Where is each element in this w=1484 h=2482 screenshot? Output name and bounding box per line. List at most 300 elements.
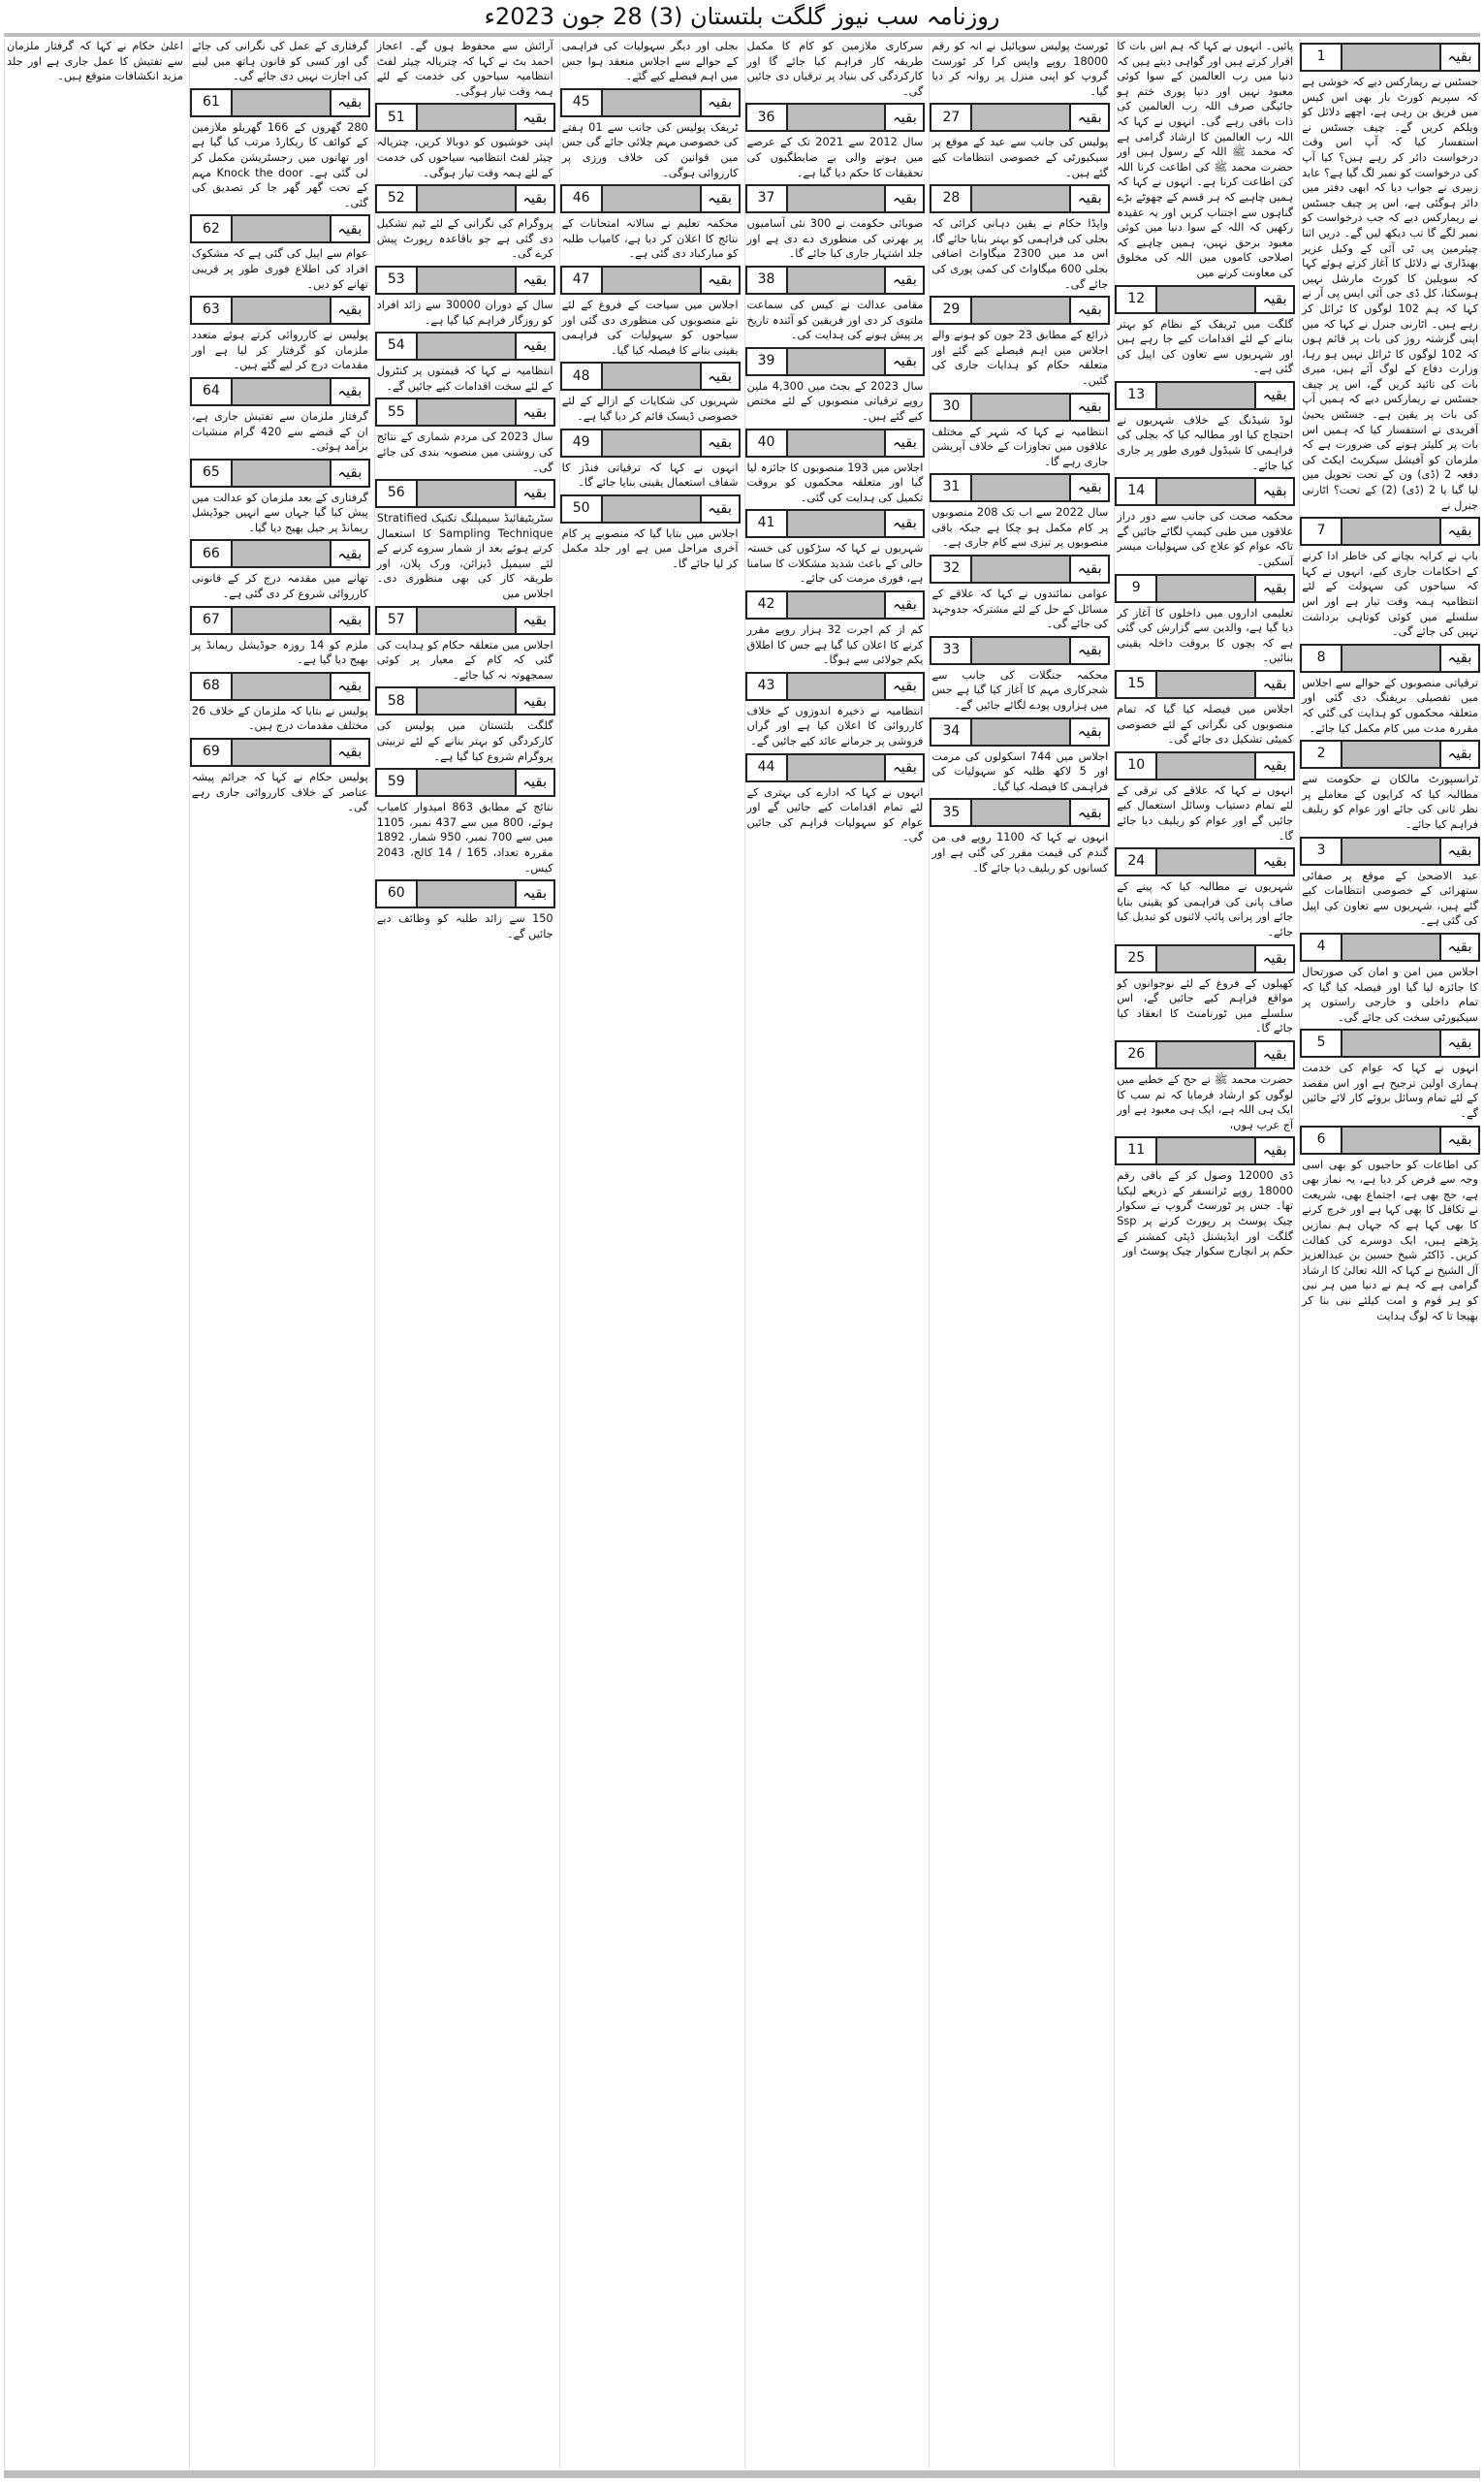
column xyxy=(929,39,1110,2468)
continuation-label: بقیہ xyxy=(330,674,368,699)
article-text: پولیس حکام نے کہا کہ جرائم پیشہ عناصر کے خلاف کارروائی جاری رہے گی۔ xyxy=(191,771,368,814)
continuation-box xyxy=(1300,740,1480,769)
continuation-number: 35 xyxy=(931,800,972,825)
continuation-box xyxy=(190,539,370,568)
continuation-label: بقیہ xyxy=(700,496,739,522)
continuation-label: بقیہ xyxy=(1254,672,1293,697)
column xyxy=(1114,39,1295,2468)
box-bar xyxy=(972,186,1069,211)
continuation-label: بقیہ xyxy=(1069,298,1108,323)
article-text: پروگرام کی نگرانی کے لئے ٹیم تشکیل دی گئی ہے جو باقاعدہ رپورٹ پیش کرے گی۔ xyxy=(376,217,553,261)
continuation-label: بقیہ xyxy=(330,379,368,404)
article-text: اجلاس میں امن و امان کی صورتحال کا جائزہ لیا گیا اور فیصلہ کیا گیا کہ تمام داخلی و خارجی راستوں پر سیکیورٹی سخت کی جائے گی۔ xyxy=(1302,965,1478,1024)
continuation-number: 6 xyxy=(1302,1128,1342,1153)
continuation-label: بقیہ xyxy=(1439,646,1478,671)
continuation-number: 3 xyxy=(1302,839,1342,864)
box-bar xyxy=(972,557,1069,582)
article-text: 150 سے زائد طلبہ کو وظائف دیے جائیں گے۔ xyxy=(376,912,553,940)
box-bar xyxy=(1342,742,1439,767)
continuation-label: بقیہ xyxy=(1254,479,1293,504)
continuation-box xyxy=(1300,644,1480,673)
article-text: پولیس نے بتایا کہ ملزمان کے خلاف 26 مختلف مقدمات درج ہیں۔ xyxy=(191,704,368,733)
article-text: انہوں نے کہا کہ عوام کی خدمت ہماری اولین ترجیح ہے اور اس مقصد کے لئے تمام وسائل بروئے کار لائے جائیں گے۔ xyxy=(1302,1062,1478,1121)
continuation-label: بقیہ xyxy=(700,90,739,115)
continuation-box xyxy=(930,103,1110,132)
column xyxy=(4,39,185,2468)
continuation-number: 25 xyxy=(1117,946,1157,971)
continuation-number: 56 xyxy=(377,481,418,506)
article-text: عوامی نمائندوں نے کہا کہ علاقے کے مسائل کے حل کے لئے مشترکہ جدوجہد کی جائے گی۔ xyxy=(931,588,1109,631)
continuation-box xyxy=(930,717,1110,747)
article-text: گلگت میں ٹریفک کے نظام کو بہتر بنانے کے لئے اقدامات کیے جا رہے ہیں اور شہریوں سے تعاون کی اپیل کی گئی ہے۔ xyxy=(1117,317,1294,376)
continuation-number: 14 xyxy=(1117,479,1157,504)
continuation-box xyxy=(375,332,555,361)
box-bar xyxy=(603,430,700,456)
box-bar xyxy=(603,90,700,115)
box-bar xyxy=(233,90,330,115)
article-text: انہوں نے کہا کہ علاقے کی ترقی کے لئے تمام دستیاب وسائل استعمال کیے جائیں گے اور عوام کو ریلیف دیا جائے گا۔ xyxy=(1117,783,1294,843)
box-bar xyxy=(233,541,330,566)
continuation-label: بقیہ xyxy=(1254,946,1293,971)
continuation-box xyxy=(375,184,555,213)
box-bar xyxy=(1157,479,1254,504)
article-text: کھیلوں کے فروغ کے لئے نوجوانوں کو مواقع فراہم کیے جائیں گے، اس سلسلے میں ٹورنامنٹ کا انعقاد کیا جائے گا۔ xyxy=(1117,976,1294,1035)
continuation-number: 24 xyxy=(1117,849,1157,875)
box-bar xyxy=(418,688,515,714)
continuation-number: 67 xyxy=(192,608,233,633)
box-bar xyxy=(972,800,1069,825)
continuation-label: بقیہ xyxy=(1439,935,1478,960)
box-bar xyxy=(1157,672,1254,697)
continuation-number: 63 xyxy=(192,298,233,323)
continuation-label: بقیہ xyxy=(1069,105,1108,130)
box-bar xyxy=(1157,1042,1254,1067)
box-bar xyxy=(603,496,700,522)
continuation-box xyxy=(1115,670,1295,699)
article-text: اجلاس میں 193 منصوبوں کا جائزہ لیا گیا اور متعلقہ محکموں کو بروقت تکمیل کی ہدایت کی گئی۔ xyxy=(746,461,924,504)
box-bar xyxy=(1342,1031,1439,1056)
article-text: جسٹس نے ریمارکس دیے کہ خوشی ہے کہ سپریم کورٹ بار بھی اس کیس میں فریق بن رہی ہے، اچھے دلائل کو ویلکم کریں گے۔ چیف جسٹس نے استفسار کیا کہ آپ اس وقت درخواست دائر کر رہے ہیں؟ کیا آپ کی درخواست کو نمبر لگ گیا ہے؟ عابد زبیری نے جواب دیا کہ ابھی دفتر میں دائر ہوگئی ہے، اس پر چیف جسٹس نے ریمارکس دیے کہ جب درخواست کو نمبر لگے گا تب دیکھ لیں گے۔ دریں اثنا چیئرمین پی ٹی آئی کے وکیل عزیر بھنڈاری نے دلائل کا آغاز کرتے ہوئے کہا کہ سویلین کا کورٹ مارشل نہیں ہوسکتا، کل ڈی جی آئی ایس پی آر نے کہا کہ ہم 102 لوگوں کا ٹرائل کر رہے ہیں۔ اٹارنی جنرل نے کہا کہ میں اپنی گزشتہ روز کی بات پر قائم ہوں کہ 102 لوگوں کا ٹرائل نہیں ہو رہا، وزارت دفاع کے لوگ آئے ہیں، میری بات کی تائید کریں گے، اس پر چیف جسٹس نے ریمارکس دیے کہ ہمیں آپ کی بات پر یقین ہے۔ جسٹس یحییٰ آفریدی نے استفسار کیا کہ ہمیں اس بات پر کلیئر ہونے کی ضرورت ہے کہ ملزمان کو آفیشل سیکریٹ ایکٹ کی دفعہ 2 (ڈی) ون کے تحت تحویل میں لیا گیا یا 2 (ڈی) (2) کے تحت؟ اٹارنی جنرل نے xyxy=(1302,76,1478,512)
article-text: پولیس کی جانب سے عید کے موقع پر سیکیورٹی کے خصوصی انتظامات کیے گئے ہیں۔ xyxy=(931,136,1109,179)
continuation-box xyxy=(1300,517,1480,546)
box-bar xyxy=(418,608,515,633)
article-text: سال 2022 سے اب تک 208 منصوبوں پر کام مکمل ہو چکا ہے جبکہ باقی منصوبوں پر تیزی سے کام جاری ہے۔ xyxy=(931,506,1109,550)
article-text: تعلیمی اداروں میں داخلوں کا آغاز کر دیا گیا ہے، والدین سے گزارش کی گئی ہے کہ بچوں کا بروقت داخلہ یقینی بنائیں۔ xyxy=(1117,606,1294,665)
box-bar xyxy=(788,268,885,293)
continuation-number: 36 xyxy=(747,105,788,130)
continuation-label: بقیہ xyxy=(330,740,368,765)
continuation-box xyxy=(190,214,370,243)
box-bar xyxy=(1157,1138,1254,1163)
box-bar xyxy=(603,364,700,389)
continuation-box xyxy=(190,296,370,325)
continuation-box xyxy=(745,184,926,213)
column xyxy=(559,39,741,2468)
box-bar xyxy=(788,349,885,374)
continuation-number: 8 xyxy=(1302,646,1342,671)
continuation-box xyxy=(1115,1040,1295,1069)
continuation-box xyxy=(1300,933,1480,962)
box-bar xyxy=(233,379,330,404)
article-text: سال 2023 کی مردم شماری کے نتائج کی روشنی میں منصوبہ بندی کی جائے گی۔ xyxy=(376,430,553,474)
box-bar xyxy=(1342,646,1439,671)
continuation-number: 30 xyxy=(931,395,972,420)
box-bar xyxy=(788,755,885,780)
article-text: پولیس نے کارروائی کرتے ہوئے متعدد ملزمان کو گرفتار کر لیا ہے اور مقدمات درج کر لیے گئے ہیں۔ xyxy=(191,329,368,372)
continuation-number: 44 xyxy=(747,755,788,780)
continuation-label: بقیہ xyxy=(1069,719,1108,745)
continuation-label: بقیہ xyxy=(1254,753,1293,779)
box-bar xyxy=(1157,383,1254,408)
box-bar xyxy=(1157,946,1254,971)
box-bar xyxy=(418,481,515,506)
continuation-box xyxy=(560,88,741,117)
continuation-box xyxy=(930,184,1110,213)
article-text: محکمہ جنگلات کی جانب سے شجرکاری مہم کا آغاز کیا گیا ہے جس میں ہزاروں پودے لگائے جائیں گے۔ xyxy=(931,668,1109,713)
continuation-number: 59 xyxy=(377,770,418,795)
article-text: حضرت محمد ﷺ نے حج کے خطبے میں لوگوں کو ارشاد فرمایا کہ تم سب کا ایک ہی اللہ ہے، ایک ہی معبود ہے اور آج عرب ہوں، xyxy=(1117,1072,1294,1131)
continuation-box xyxy=(745,266,926,295)
continuation-label: بقیہ xyxy=(1254,383,1293,408)
box-bar xyxy=(233,216,330,241)
continuation-box xyxy=(190,377,370,406)
article-text: مقامی عدالت نے کیس کی سماعت ملتوی کر دی اور فریقین کو آئندہ تاریخ پر پیش ہونے کی ہدایت کی۔ xyxy=(746,298,924,342)
article-text: لوڈ شیڈنگ کے خلاف شہریوں نے احتجاج کیا اور مطالبہ کیا کہ بجلی کی فراہمی کا شیڈول فوری طور پر جاری کیا جائے۔ xyxy=(1117,413,1294,472)
article-text: گلگت بلتستان میں پولیس کی کارکردگی کو بہتر بنانے کے لئے تربیتی پروگرام شروع کیا گیا ہے۔ xyxy=(376,719,553,763)
continuation-label: بقیہ xyxy=(1439,839,1478,864)
continuation-number: 34 xyxy=(931,719,972,745)
continuation-box xyxy=(1115,847,1295,876)
continuation-label: بقیہ xyxy=(330,541,368,566)
continuation-box xyxy=(375,103,555,132)
continuation-box xyxy=(1115,381,1295,410)
continuation-label: بقیہ xyxy=(1069,557,1108,582)
continuation-box xyxy=(375,768,555,797)
continuation-number: 31 xyxy=(931,475,972,500)
box-bar xyxy=(972,298,1069,323)
article-text: صوبائی حکومت نے 300 نئی آسامیوں پر بھرتی کی منظوری دے دی ہے اور جلد اشتہار جاری کیا جائے گا۔ xyxy=(746,217,924,261)
continuation-label: بقیہ xyxy=(884,268,923,293)
continuation-number: 62 xyxy=(192,216,233,241)
continuation-label: بقیہ xyxy=(515,186,553,211)
continuation-box xyxy=(1115,751,1295,780)
box-bar xyxy=(418,770,515,795)
continuation-label: بقیہ xyxy=(330,461,368,486)
column xyxy=(1299,39,1480,2468)
continuation-box xyxy=(375,879,555,908)
box-bar xyxy=(788,511,885,536)
continuation-label: بقیہ xyxy=(1069,638,1108,663)
article-text: اپنی خوشیوں کو دوبالا کریں، چتریالہ چیئر لفٹ انتظامیہ سیاحوں کی خدمت کے لئے ہمہ وقت تیار ہوگی۔ xyxy=(376,136,553,179)
article-text: انتظامیہ نے کہا کہ شہر کے مختلف علاقوں میں تجاوزات کے خلاف آپریشن جاری رہے گا۔ xyxy=(931,425,1109,468)
continuation-label: بقیہ xyxy=(884,105,923,130)
box-bar xyxy=(788,186,885,211)
box-bar xyxy=(1157,753,1254,779)
box-bar xyxy=(1342,839,1439,864)
continuation-label: بقیہ xyxy=(1069,186,1108,211)
continuation-number: 61 xyxy=(192,90,233,115)
continuation-number: 60 xyxy=(377,881,418,907)
article-text: اعلیٰ حکام نے کہا کہ گرفتار ملزمان سے تفتیش کا عمل جاری ہے اور جلد مزید انکشافات متوقع ہیں۔ xyxy=(7,40,183,83)
continuation-box xyxy=(745,590,926,620)
continuation-box xyxy=(190,738,370,767)
continuation-number: 42 xyxy=(747,592,788,618)
article-text: تھانے میں مقدمہ درج کر کے قانونی کارروائی شروع کر دی گئی ہے۔ xyxy=(191,572,368,601)
box-bar xyxy=(1342,935,1439,960)
continuation-box xyxy=(1115,1136,1295,1165)
article-text: اجلاس میں 744 اسکولوں کی مرمت اور 5 لاکھ طلبہ کو سہولیات کی فراہمی کا فیصلہ کیا گیا۔ xyxy=(931,749,1109,793)
box-bar xyxy=(788,105,885,130)
continuation-number: 37 xyxy=(747,186,788,211)
continuation-number: 50 xyxy=(562,496,603,522)
box-bar xyxy=(972,105,1069,130)
continuation-number: 26 xyxy=(1117,1042,1157,1067)
continuation-number: 69 xyxy=(192,740,233,765)
box-bar xyxy=(233,740,330,765)
continuation-number: 51 xyxy=(377,105,418,130)
continuation-label: بقیہ xyxy=(1254,1042,1293,1067)
continuation-box xyxy=(190,459,370,488)
continuation-label: بقیہ xyxy=(1254,576,1293,601)
continuation-box xyxy=(930,296,1110,325)
article-text: سال کے دوران 30000 سے زائد افراد کو روزگار فراہم کیا گیا ہے۔ xyxy=(376,298,553,327)
article-text: شہریوں نے مطالبہ کیا کہ پینے کے صاف پانی کی فراہمی کو یقینی بنایا جائے اور پرانی پائپ لائنوں کو تبدیل کیا جائے۔ xyxy=(1117,880,1294,939)
article-text: پائیں۔ انہوں نے کہا کہ ہم اس بات کا اقرار کرتے ہیں اور گواہی دیتے ہیں کہ دنیا میں رب العالمین کے سوا کوئی معبود نہیں اور دنیا پوری ختم ہو جائیگی صرف اللہ رب العالمین کی ذات باقی رہے گی۔ انہوں نے کہا کہ اللہ رب العالمین کا ارشاد گرامی ہے کہ محمد ﷺ اللہ کے رسول ہیں اور حضرت محمد ﷺ کی اطاعت کرنا اللہ کی اطاعت کرنا ہے۔ انہوں نے کہا کہ ہمیں چاہیے کہ ہر قسم کے چھوٹے بڑے گناہوں سے اجتناب کریں اور یہ عقیدہ رکھیں کہ اللہ کے سوا دنیا میں کوئی معبود برحق نہیں، ہمیں چاہیے کہ اصلاحی کاموں میں اللہ کی مخلوق کی معاونت کرنے میں xyxy=(1117,40,1294,279)
masthead-rule xyxy=(4,33,1480,37)
continuation-number: 46 xyxy=(562,186,603,211)
continuation-number: 13 xyxy=(1117,383,1157,408)
box-bar xyxy=(788,592,885,618)
continuation-number: 53 xyxy=(377,268,418,293)
continuation-label: بقیہ xyxy=(884,186,923,211)
continuation-box xyxy=(560,184,741,213)
continuation-label: بقیہ xyxy=(884,511,923,536)
article-text: شہریوں کی شکایات کے ازالے کے لئے خصوصی ڈیسک قائم کر دیا گیا ہے۔ xyxy=(561,395,739,423)
box-bar xyxy=(1157,287,1254,312)
continuation-box xyxy=(375,266,555,295)
continuation-box xyxy=(375,398,555,427)
continuation-number: 47 xyxy=(562,268,603,293)
footer-rule xyxy=(4,2470,1480,2478)
continuation-number: 39 xyxy=(747,349,788,374)
article-text: محکمہ صحت کی جانب سے دور دراز علاقوں میں طبی کیمپ لگائے جائیں گے تاکہ عوام کو علاج کی سہولیات میسر آسکیں۔ xyxy=(1117,510,1294,569)
article-text: ملزم کو 14 روزہ جوڈیشل ریمانڈ پر بھیج دیا گیا ہے۔ xyxy=(191,638,368,667)
continuation-label: بقیہ xyxy=(1069,800,1108,825)
continuation-label: بقیہ xyxy=(515,881,553,907)
article-text: سرکاری ملازمین کو کام کا مکمل طریقہ کار فراہم کیا جائے گا اور کارکردگی کی بنیاد پر ترقیاں دی جائیں گی۔ xyxy=(746,40,924,98)
box-bar xyxy=(1342,45,1439,70)
continuation-number: 54 xyxy=(377,334,418,359)
box-bar xyxy=(603,186,700,211)
article-text: گرفتاری کے بعد ملزمان کو عدالت میں پیش کیا گیا جہاں سے انہیں جوڈیشل ریمانڈ پر جیل بھیج دیا گیا۔ xyxy=(191,491,368,534)
continuation-box xyxy=(1115,285,1295,314)
continuation-label: بقیہ xyxy=(1069,475,1108,500)
article-text: محکمہ تعلیم نے سالانہ امتحانات کے نتائج کا اعلان کر دیا ہے، کامیاب طلبہ کو مبارکباد دی گئی ہے۔ xyxy=(561,217,739,261)
continuation-number: 66 xyxy=(192,541,233,566)
continuation-number: 40 xyxy=(747,430,788,456)
continuation-label: بقیہ xyxy=(1254,1138,1293,1163)
continuation-number: 2 xyxy=(1302,742,1342,767)
continuation-number: 52 xyxy=(377,186,418,211)
continuation-number: 9 xyxy=(1117,576,1157,601)
continuation-label: بقیہ xyxy=(884,430,923,456)
continuation-number: 11 xyxy=(1117,1138,1157,1163)
article-text: سٹریٹیفائیڈ سیمپلنگ تکنیک Stratified Sampling Technique کا استعمال کرتے ہوئے بعد از شمار سروے کرنے کے لئے سیمپل ڈیزائن، ورک پلان، اور طریقہ کار کی بھی منظوری دی۔ اجلاس میں xyxy=(376,512,553,601)
continuation-box xyxy=(190,88,370,117)
box-bar xyxy=(603,268,700,293)
article-text: عوام سے اپیل کی گئی ہے کہ مشکوک افراد کی اطلاع فوری طور پر قریبی تھانے کو دیں۔ xyxy=(191,247,368,291)
box-bar xyxy=(418,881,515,907)
box-bar xyxy=(1342,1128,1439,1153)
column xyxy=(189,39,370,2468)
continuation-number: 43 xyxy=(747,674,788,699)
continuation-label: بقیہ xyxy=(884,674,923,699)
continuation-number: 41 xyxy=(747,511,788,536)
continuation-box xyxy=(745,429,926,458)
continuation-label: بقیہ xyxy=(515,688,553,714)
continuation-number: 1 xyxy=(1302,45,1342,70)
continuation-number: 7 xyxy=(1302,519,1342,544)
continuation-box xyxy=(190,606,370,635)
article-text: باپ نے کرایہ بچانے کی خاطر ادا کرنے کے احکامات جاری کیے، انہوں نے کہا کہ سیاحوں کی سہولت کے لئے انتظامیہ ہمہ وقت تیار ہے اور اس سلسلے میں کوئی کوتاہی برداشت نہیں کی جائے گی۔ xyxy=(1302,550,1478,639)
continuation-label: بقیہ xyxy=(1439,1128,1478,1153)
article-text: انہوں نے کہا کہ 1100 روپے فی من گندم کی قیمت مقرر کی گئی ہے اور کسانوں کو ریلیف دیا جائے گا۔ xyxy=(931,831,1109,875)
continuation-label: بقیہ xyxy=(700,268,739,293)
box-bar xyxy=(233,608,330,633)
continuation-number: 4 xyxy=(1302,935,1342,960)
article-text: اجلاس میں بتایا گیا کہ منصوبے پر کام آخری مراحل میں ہے اور جلد مکمل کر لیا جائے گا۔ xyxy=(561,526,739,570)
continuation-label: بقیہ xyxy=(1254,287,1293,312)
continuation-label: بقیہ xyxy=(884,349,923,374)
continuation-box xyxy=(1300,1029,1480,1058)
continuation-number: 65 xyxy=(192,461,233,486)
continuation-number: 29 xyxy=(931,298,972,323)
continuation-label: بقیہ xyxy=(515,608,553,633)
continuation-label: بقیہ xyxy=(700,186,739,211)
continuation-number: 57 xyxy=(377,608,418,633)
continuation-label: بقیہ xyxy=(1254,849,1293,875)
box-bar xyxy=(788,674,885,699)
continuation-number: 32 xyxy=(931,557,972,582)
continuation-box xyxy=(745,672,926,701)
continuation-box xyxy=(1115,477,1295,506)
continuation-box xyxy=(930,636,1110,665)
article-text: انہوں نے کہا کہ ترقیاتی فنڈز کا شفاف استعمال یقینی بنایا جائے گا۔ xyxy=(561,461,739,490)
article-text: ذرائع کے مطابق 23 جون کو ہونے والے اجلاس میں اہم فیصلے کیے گئے اور متعلقہ حکام کو ہدایات جاری کی گئیں۔ xyxy=(931,329,1109,387)
continuation-box xyxy=(1300,837,1480,866)
continuation-label: بقیہ xyxy=(884,755,923,780)
continuation-box xyxy=(190,672,370,701)
continuation-number: 49 xyxy=(562,430,603,456)
continuation-box xyxy=(375,686,555,716)
box-bar xyxy=(418,105,515,130)
continuation-box xyxy=(560,494,741,524)
box-bar xyxy=(972,395,1069,420)
article-text: آرائش سے محفوظ ہوں گے۔ اعجاز احمد بٹ نے کہا کہ چتریالہ چیئر لفٹ انتظامیہ سیاحوں کی خدمت کے لئے ہمہ وقت تیار ہوگی۔ xyxy=(376,40,553,98)
continuation-box xyxy=(560,429,741,458)
continuation-number: 28 xyxy=(931,186,972,211)
article-text: اجلاس میں متعلقہ حکام کو ہدایت کی گئی کہ کام کے معیار پر کوئی سمجھوتہ نہ کیا جائے۔ xyxy=(376,638,553,682)
continuation-label: بقیہ xyxy=(700,430,739,456)
continuation-number: 12 xyxy=(1117,287,1157,312)
continuation-label: بقیہ xyxy=(330,216,368,241)
box-bar xyxy=(233,298,330,323)
continuation-label: بقیہ xyxy=(1439,519,1478,544)
continuation-label: بقیہ xyxy=(330,608,368,633)
continuation-label: بقیہ xyxy=(330,90,368,115)
continuation-number: 33 xyxy=(931,638,972,663)
box-bar xyxy=(1157,849,1254,875)
continuation-box xyxy=(1300,43,1480,72)
continuation-label: بقیہ xyxy=(700,364,739,389)
box-bar xyxy=(1342,519,1439,544)
box-bar xyxy=(233,461,330,486)
box-bar xyxy=(1157,576,1254,601)
newspaper-columns xyxy=(4,39,1480,2468)
continuation-number: 64 xyxy=(192,379,233,404)
continuation-number: 48 xyxy=(562,364,603,389)
continuation-label: بقیہ xyxy=(1439,45,1478,70)
continuation-label: بقیہ xyxy=(515,105,553,130)
column xyxy=(744,39,926,2468)
box-bar xyxy=(418,268,515,293)
continuation-label: بقیہ xyxy=(1069,395,1108,420)
article-text: کم از کم اجرت 32 ہزار روپے مقرر کرنے کا اعلان کیا گیا ہے جس کا اطلاق یکم جولائی سے ہوگا۔ xyxy=(746,623,924,667)
continuation-box xyxy=(930,393,1110,422)
article-text: سال 2012 سے 2021 تک کے عرصے میں ہونے والی بے ضابطگیوں کی تحقیقات کا حکم دیا گیا ہے۔ xyxy=(746,136,924,179)
article-text: اجلاس میں فیصلہ کیا گیا کہ تمام منصوبوں کی نگرانی کے لئے خصوصی کمیٹی تشکیل دی جائے گی۔ xyxy=(1117,703,1294,747)
article-text: ڈی 12000 وصول کر کے باقی رقم 18000 روپے ٹرانسفر کے ذریعے لیکیا تھا۔ جس پر ٹورسٹ گروپ نے سکوار چیک پوسٹ پر رپورٹ کرنے پر Ssp گلگت اور ایڈیشنل ڈپٹی کمشنر کے حکم پر انچارج سکوار چیک پوسٹ اور xyxy=(1117,1169,1294,1258)
box-bar xyxy=(418,186,515,211)
box-bar xyxy=(972,719,1069,745)
continuation-label: بقیہ xyxy=(515,399,553,425)
continuation-box xyxy=(1115,944,1295,973)
article-text: بجلی اور دیگر سہولیات کی فراہمی کے حوالے سے اجلاس منعقد ہوا جس میں اہم فیصلے کیے گئے۔ xyxy=(561,40,739,83)
continuation-box xyxy=(745,509,926,538)
continuation-number: 45 xyxy=(562,90,603,115)
article-text: ٹریفک پولیس کی جانب سے 01 ہفتے کی خصوصی مہم چلائی جائے گی جس میں قوانین کی خلاف ورزی پر کارروائی ہوگی۔ xyxy=(561,120,739,179)
continuation-number: 27 xyxy=(931,105,972,130)
continuation-label: بقیہ xyxy=(515,481,553,506)
continuation-label: بقیہ xyxy=(515,770,553,795)
article-text: ترقیاتی منصوبوں کے حوالے سے اجلاس میں تفصیلی بریفنگ دی گئی اور متعلقہ محکموں کو ہدایت کی گئی کہ مقررہ مدت میں کام مکمل کیا جائے۔ xyxy=(1302,676,1478,735)
box-bar xyxy=(233,674,330,699)
continuation-label: بقیہ xyxy=(884,592,923,618)
continuation-number: 5 xyxy=(1302,1031,1342,1056)
article-text: انہوں نے کہا کہ ادارے کی بہتری کے لئے تمام اقدامات کیے جائیں گے اور عوام کو سہولیات فراہم کی جائیں گی۔ xyxy=(746,785,924,844)
article-text: 280 گھروں کے 166 گھریلو ملازمین کے کوائف کا ریکارڈ مرتب کیا گیا ہے اور تھانوں میں رجسٹریشن مکمل کر لی گئی ہے۔ Knock the door مہم کے تحت گھر گھر جا کر تصدیق کی گئی۔ xyxy=(191,120,368,209)
continuation-number: 68 xyxy=(192,674,233,699)
continuation-number: 55 xyxy=(377,399,418,425)
continuation-number: 15 xyxy=(1117,672,1157,697)
continuation-box xyxy=(1115,574,1295,603)
continuation-box xyxy=(745,347,926,376)
box-bar xyxy=(972,638,1069,663)
continuation-label: بقیہ xyxy=(1439,1031,1478,1056)
continuation-box xyxy=(375,479,555,508)
box-bar xyxy=(418,334,515,359)
continuation-label: بقیہ xyxy=(515,268,553,293)
article-text: شہریوں نے کہا کہ سڑکوں کی خستہ حالی کے باعث شدید مشکلات کا سامنا ہے، فوری مرمت کی جائے۔ xyxy=(746,542,924,586)
continuation-box xyxy=(930,555,1110,584)
article-text: ٹورسٹ پولیس سوپائیل نے انہ کو رقم 18000 روپے واپس کرا کر ٹورسٹ گروپ کو اپنی منزل پر روانہ کر دیا گیا۔ xyxy=(931,40,1109,98)
article-text: انتظامیہ نے ذخیرہ اندوزوں کے خلاف کارروائی کا اعلان کیا ہے اور گراں فروشی پر جرمانے عائد کیے جائیں گے۔ xyxy=(746,704,924,748)
article-text: نتائج کے مطابق 863 امیدوار کامیاب ہوئے، 800 میں سے 437 نمبر، 1105 میں سے 700 نمبر، 950 شمار، 1892 مقررہ تعداد، 165 / 14 کالج، 2043 کیس۔ xyxy=(376,801,553,875)
continuation-box xyxy=(930,473,1110,502)
article-text: عید الاضحیٰ کے موقع پر صفائی ستھرائی کے خصوصی انتظامات کیے گئے ہیں، شہریوں سے تعاون کی اپیل کی گئی ہے۔ xyxy=(1302,869,1478,928)
continuation-box xyxy=(930,798,1110,827)
continuation-number: 58 xyxy=(377,688,418,714)
